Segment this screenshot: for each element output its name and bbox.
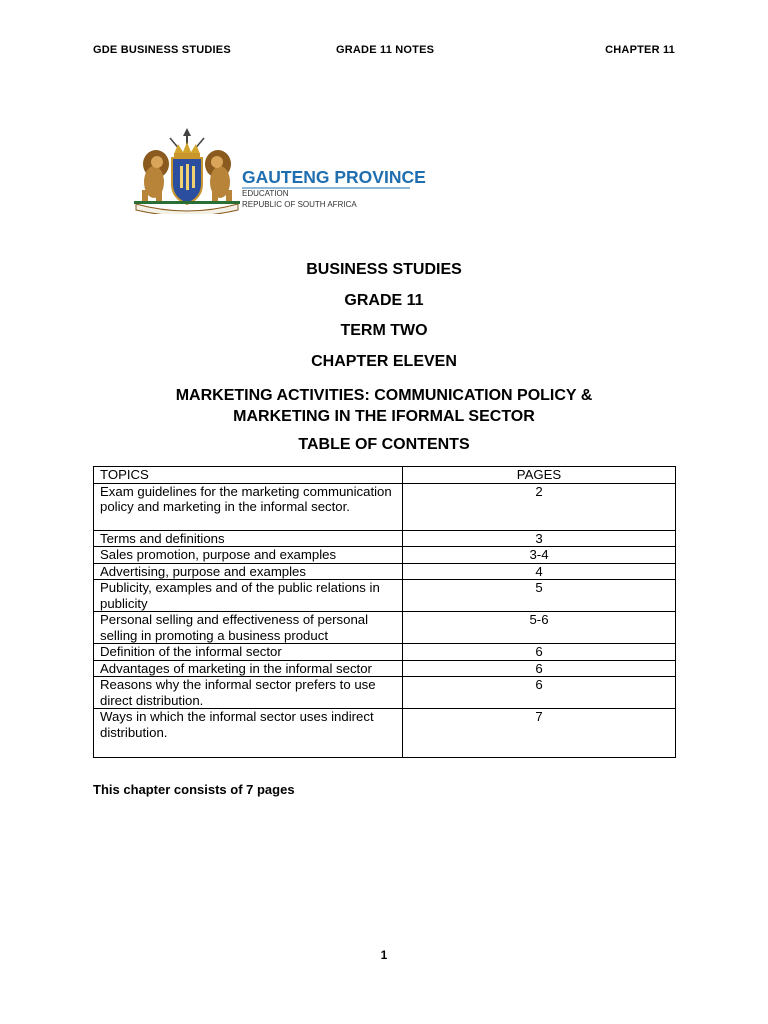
table-row (94, 530, 676, 547)
term-title: TERM TWO (340, 322, 428, 339)
page-number: 1 (380, 948, 388, 962)
table-of-contents (93, 466, 676, 758)
toc-topic: Personal selling and effectiveness of personal selling in promoting a business product (94, 612, 403, 644)
toc-topic: Ways in which the informal sector uses indirect distribution. (94, 709, 403, 758)
toc-heading: TABLE OF CONTENTS (298, 436, 470, 453)
toc-col-topics: TOPICS (94, 467, 403, 484)
right-lion-icon (205, 150, 232, 204)
header-center: GRADE 11 NOTES (336, 44, 435, 56)
table-row (94, 563, 676, 580)
table-row (94, 677, 676, 709)
toc-pages: 6 (403, 644, 676, 661)
toc-pages: 2 (403, 483, 676, 530)
toc-topic: Exam guidelines for the marketing communication policy and marketing in the informal sector. (94, 483, 403, 530)
toc-pages: 7 (403, 709, 676, 758)
table-row (94, 612, 676, 644)
table-row (94, 709, 676, 758)
toc-header-row (94, 467, 676, 484)
chapter-title: CHAPTER ELEVEN (311, 353, 457, 370)
toc-pages: 5 (403, 580, 676, 612)
toc-topic: Terms and definitions (94, 530, 403, 547)
left-lion-icon (142, 150, 169, 204)
gauteng-logo (130, 128, 430, 214)
subject-title: BUSINESS STUDIES (306, 261, 462, 278)
table-row (94, 660, 676, 677)
toc-pages: 6 (403, 677, 676, 709)
chapter-length-note: This chapter consists of 7 pages (93, 782, 295, 797)
svg-text:REPUBLIC OF SOUTH AFRICA: REPUBLIC OF SOUTH AFRICA (242, 200, 357, 209)
table-row (94, 644, 676, 661)
toc-pages: 3 (403, 530, 676, 547)
toc-topic: Advantages of marketing in the informal sector (94, 660, 403, 677)
toc-topic: Publicity, examples and of the public relations in publicity (94, 580, 403, 612)
toc-topic: Advertising, purpose and examples (94, 563, 403, 580)
toc-topic: Sales promotion, purpose and examples (94, 547, 403, 564)
header-right: CHAPTER 11 (605, 44, 675, 56)
toc-topic: Definition of the informal sector (94, 644, 403, 661)
svg-text:GAUTENG PROVINCE: GAUTENG PROVINCE (242, 167, 426, 187)
toc-pages: 5-6 (403, 612, 676, 644)
table-row (94, 483, 676, 530)
table-row (94, 580, 676, 612)
svg-text:EDUCATION: EDUCATION (242, 189, 289, 198)
toc-topic: Reasons why the informal sector prefers to use direct distribution. (94, 677, 403, 709)
grade-title: GRADE 11 (344, 292, 424, 309)
topic-title (0, 385, 768, 427)
toc-pages: 3-4 (403, 547, 676, 564)
toc-pages: 4 (403, 563, 676, 580)
topic-title-line1: MARKETING ACTIVITIES: COMMUNICATION POLICY & (175, 387, 593, 404)
table-row (94, 547, 676, 564)
toc-col-pages: PAGES (403, 467, 676, 484)
toc-pages: 6 (403, 660, 676, 677)
header-left: GDE BUSINESS STUDIES (93, 44, 231, 56)
topic-title-line2: MARKETING IN THE IFORMAL SECTOR (233, 408, 535, 425)
